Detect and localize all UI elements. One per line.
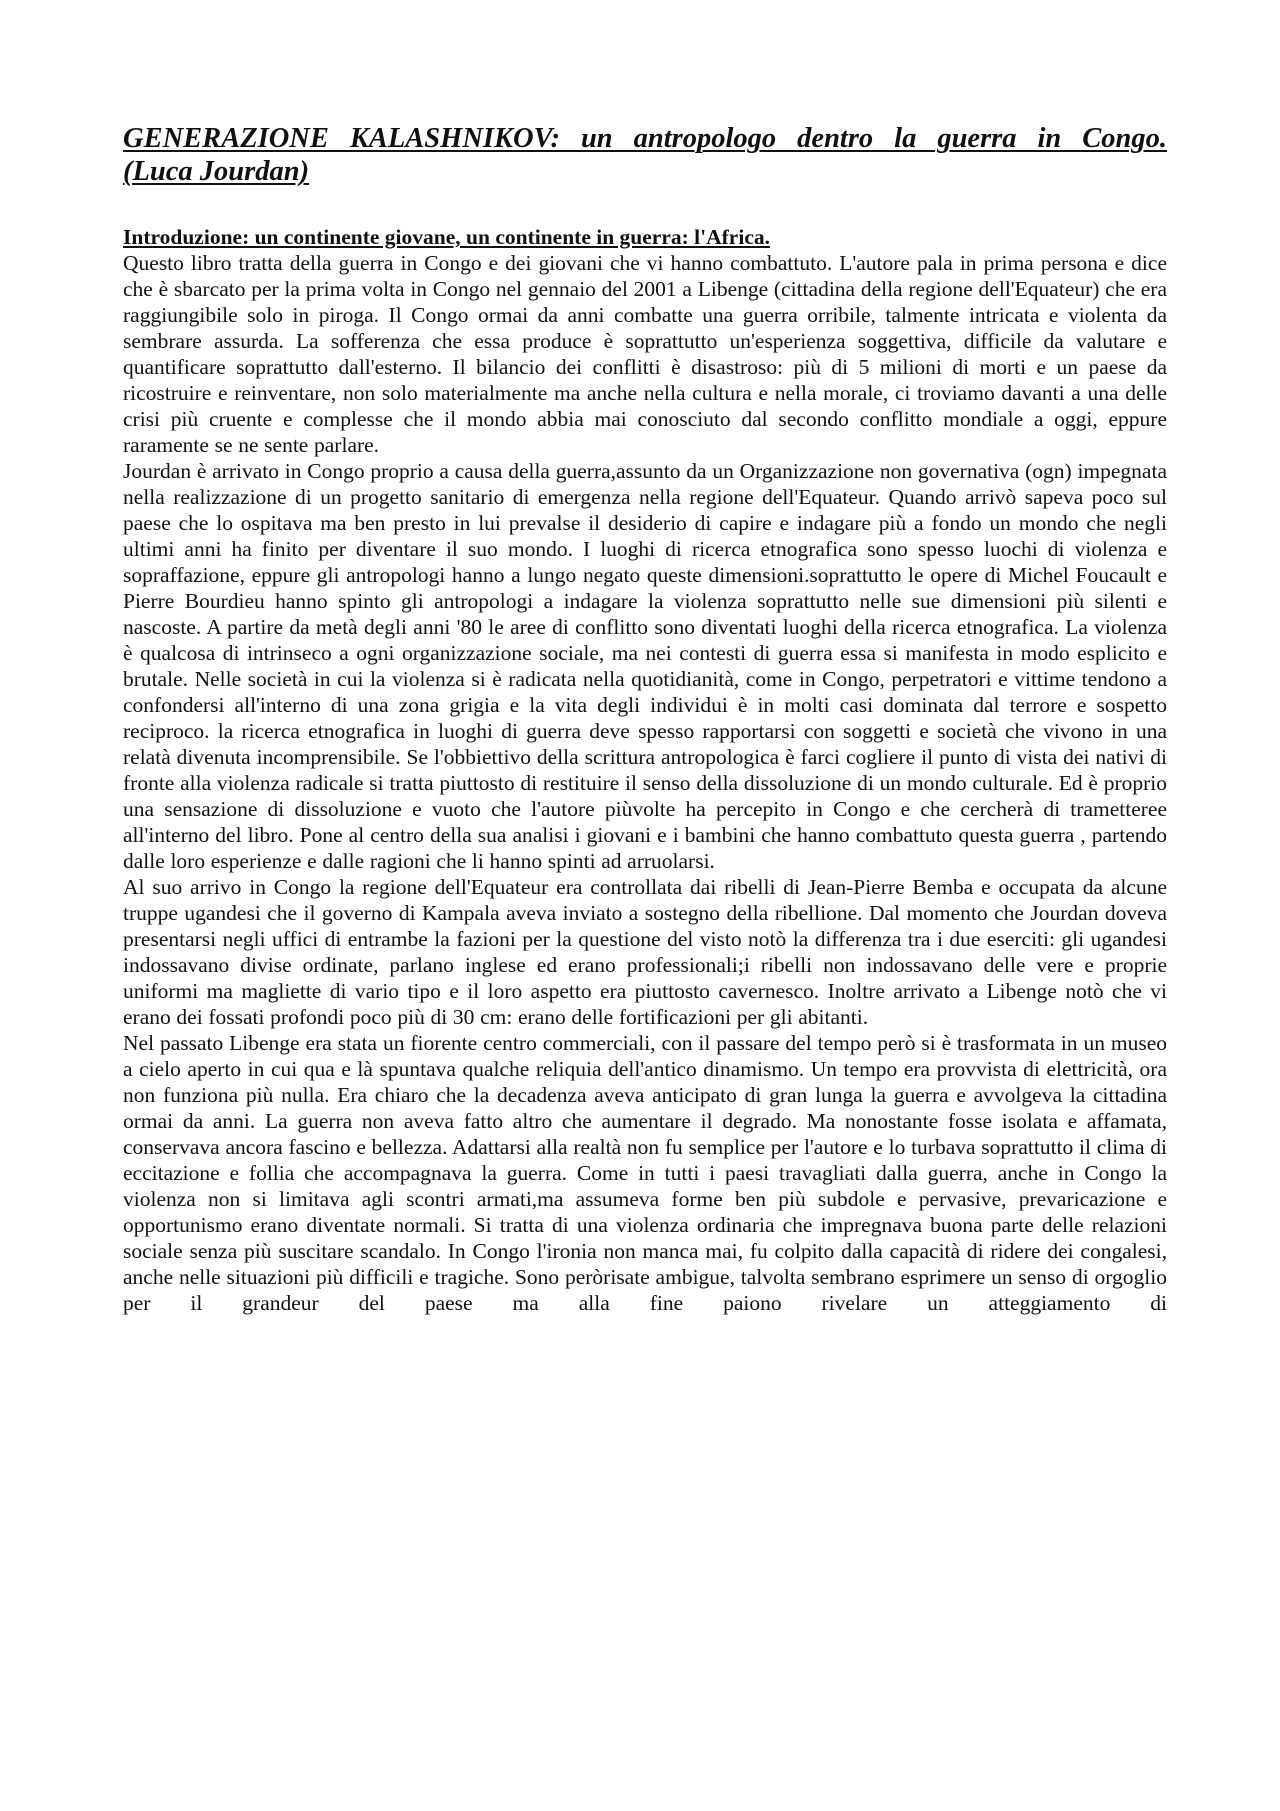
section-heading: Introduzione: un continente giovane, un continente in guerra: l'Africa.	[123, 225, 770, 249]
title-line-2: (Luca Jourdan)	[123, 156, 310, 187]
paragraph-2: Jourdan è arrivato in Congo proprio a causa della guerra,assunto da un Organizzazione non governativa (ogn) impegnata nella realizzazione di un progetto sanitario di emergenza nella regione dell'Equateur. Quando arrivò sapeva poco sul paese che lo ospitava ma ben presto in lui prevalse il desiderio di capire e indagare più a fondo un mondo che negli ultimi anni ha finito per diventare il suo mondo. I luoghi di ricerca etnografica sono spesso luochi di violenza e sopraffazione, eppure gli antropologi hanno a lungo negato queste dimensioni.soprattutto le opere di Michel Foucault e Pierre Bourdieu hanno spinto gli antropologi a indagare la violenza soprattutto nelle sue dimensioni più silenti e nascoste. A partire da metà degli anni '80 le aree di conflitto sono diventati luoghi della ricerca etnografica. La violenza è qualcosa di intrinseco a ogni organizzazione sociale, ma nei contesti di guerra essa si manifesta in modo esplicito e brutale. Nelle società in cui la violenza si è radicata nella quotidianità, come in Congo, perpetratori e vittime tendono a confondersi all'interno di una zona grigia e la vita degli individui è in molti casi dominata dal terrore e sospetto reciproco. la ricerca etnografica in luoghi di guerra deve spesso rapportarsi con soggetti e società che vivono in una relatà divenuta incomprensibile. Se l'obbiettivo della scrittura antropologica è farci cogliere il punto di vista dei nativi di fronte alla violenza radicale si tratta piuttosto di restituire il senso della dissoluzione di un mondo culturale. Ed è proprio una sensazione di dissoluzione e vuoto che l'autore piùvolte ha percepito in Congo e che cercherà di trametteree all'interno del libro. Pone al centro della sua analisi i giovani e i bambini che hanno combattuto questa guerra , partendo dalle loro esperienze e dalle ragioni che li hanno spinti ad arruolarsi.	[123, 459, 1167, 873]
paragraph-4: Nel passato Libenge era stata un fiorente centro commerciali, con il passare del tempo però si è trasformata in un museo a cielo aperto in cui qua e là spuntava qualche reliquia dell'antico dinamismo. Un tempo era provvista di elettricità, ora non funziona più nulla. Era chiaro che la decadenza aveva anticipato di gran lunga la guerra e avvolgeva la cittadina ormai da anni. La guerra non aveva fatto altro che aumentare il degrado. Ma nonostante fosse isolata e affamata, conservava ancora fascino e bellezza. Adattarsi alla realtà non fu semplice per l'autore e lo turbava soprattutto il clima di eccitazione e follia che accompagnava la guerra. Come in tutti i paesi travagliati dalla guerra, anche in Congo la violenza non si limitava agli scontri armati,ma assumeva forme ben più subdole e pervasive, prevaricazione e opportunismo erano diventate normali. Si tratta di una violenza ordinaria che impregnava buona parte delle relazioni sociale senza più suscitare scandalo. In Congo l'ironia non manca mai, fu colpito dalla capacità di ridere dei congalesi, anche nelle situazioni più difficili e tragiche. Sono peròrisate ambigue, talvolta sembrano esprimere un senso di orgoglio per il grandeur del paese ma alla fine paiono rivelare un atteggiamento di	[123, 1031, 1167, 1315]
title-line-1: GENERAZIONE KALASHNIKOV: un antropologo dentro la guerra in Congo.	[123, 123, 1167, 154]
paragraph-3: Al suo arrivo in Congo la regione dell'Equateur era controllata dai ribelli di Jean-Pierre Bemba e occupata da alcune truppe ugandesi che il governo di Kampala aveva inviato a sostegno della ribellione. Dal momento che Jourdan doveva presentarsi negli uffici di entrambe la fazioni per la questione del visto notò la differenza tra i due eserciti: gli ugandesi indossavano divise ordinate, parlano inglese ed erano professionali;i ribelli non indossavano delle vere e proprie uniformi ma magliette di vario tipo e il loro aspetto era piuttosto cavernesco. Inoltre arrivato a Libenge notò che vi erano dei fossati profondi poco più di 30 cm: erano delle fortificazioni per gli abitanti.	[123, 875, 1167, 1029]
document-body	[123, 122, 1167, 1316]
paragraph-1: Questo libro tratta della guerra in Congo e dei giovani che vi hanno combattuto. L'autore pala in prima persona e dice che è sbarcato per la prima volta in Congo nel gennaio del 2001 a Libenge (cittadina della regione dell'Equateur) che era raggiungibile solo in piroga. Il Congo ormai da anni combatte una guerra orribile, talmente intricata e violenta da sembrare assurda. La sofferenza che essa produce è soprattutto un'esperienza soggettiva, difficile da valutare e quantificare soprattutto dall'esterno. Il bilancio dei conflitti è disastroso: più di 5 milioni di morti e un paese da ricostruire e reinventare, non solo materialmente ma anche nella cultura e nella morale, ci troviamo davanti a una delle crisi più cruente e complesse che il mondo abbia mai conosciuto dal secondo conflitto mondiale a oggi, eppure raramente se ne sente parlare.	[123, 251, 1167, 457]
document-title	[123, 122, 1167, 188]
